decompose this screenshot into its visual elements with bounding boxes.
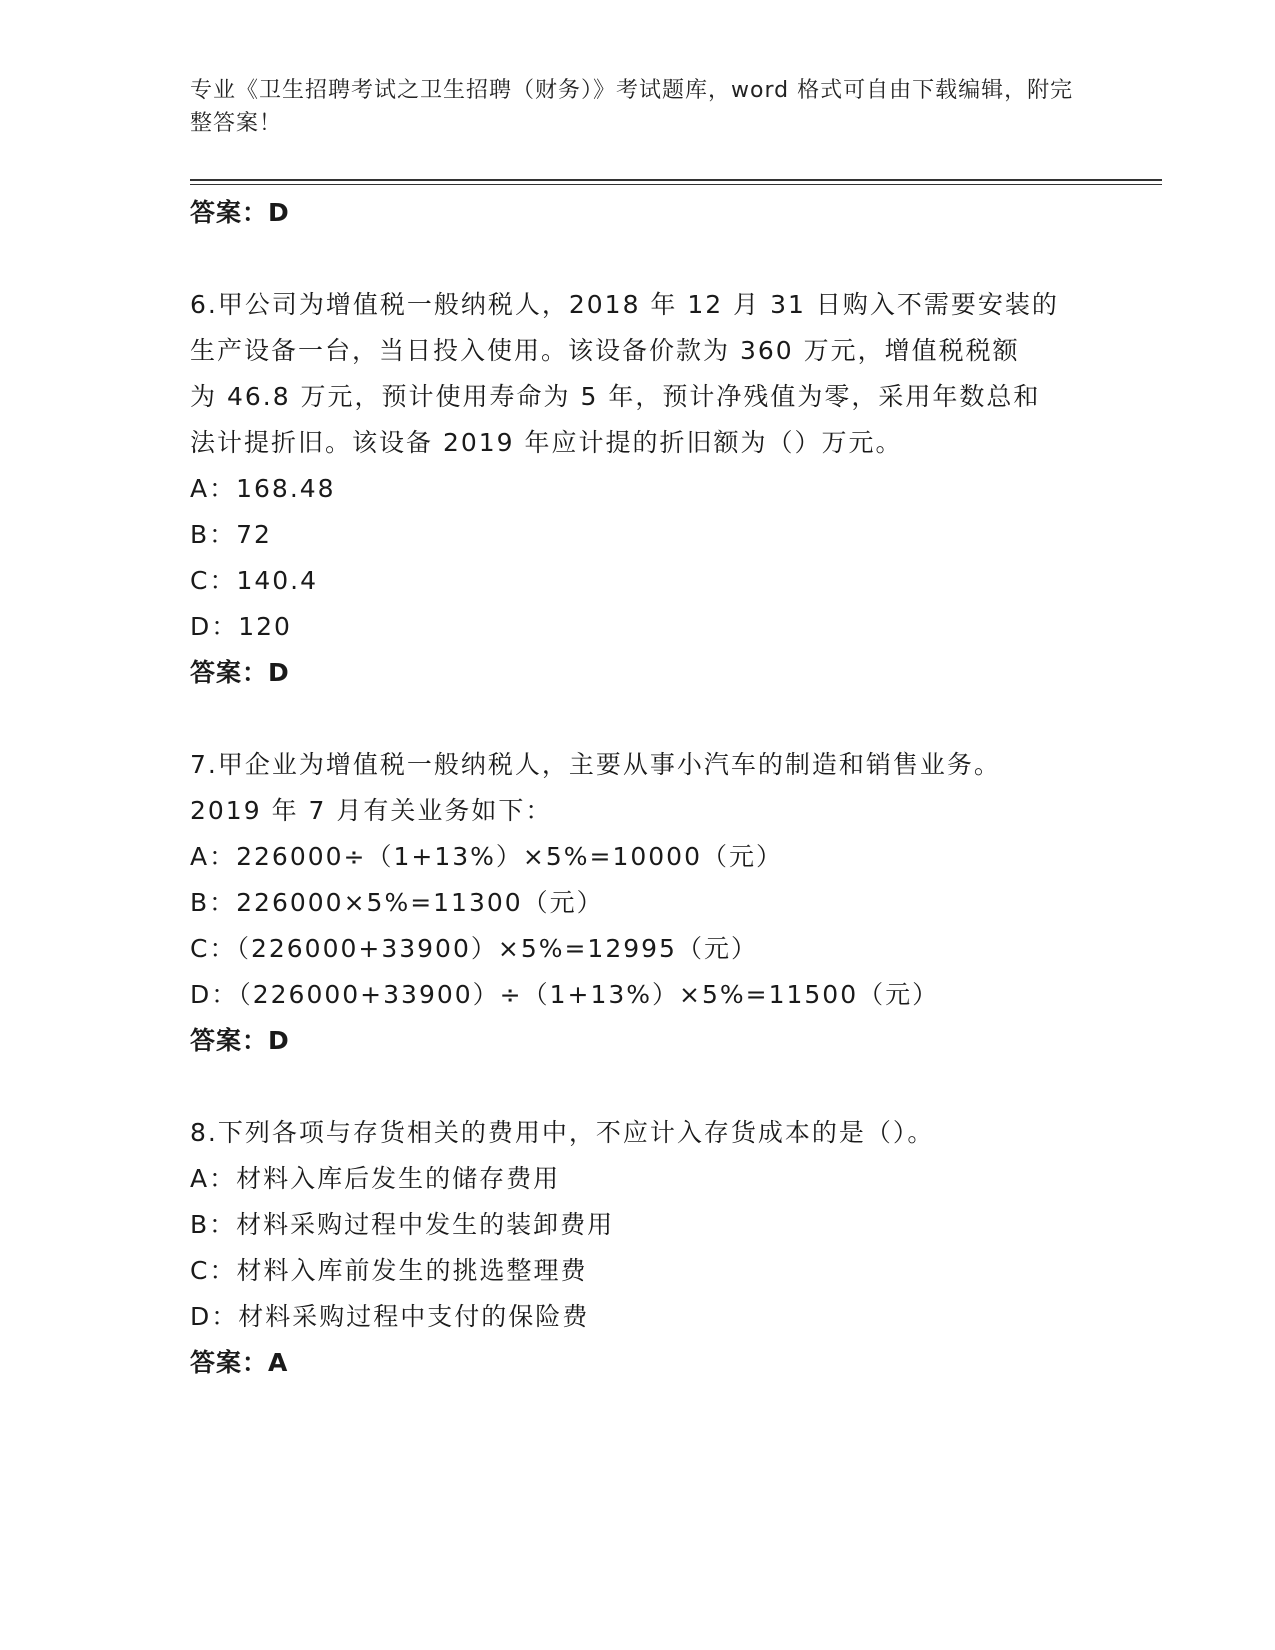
spacer xyxy=(190,1064,1090,1110)
option-a: A：材料入库后发生的储存费用 xyxy=(190,1164,561,1193)
option-c: C：140.4 xyxy=(190,566,319,595)
answer-line: 答案：D xyxy=(190,198,290,227)
option-d: D：（226000+33900）÷（1+13%）×5%=11500（元） xyxy=(190,980,940,1009)
header-divider-thin xyxy=(190,184,1162,185)
page-header: 专业《卫生招聘考试之卫生招聘（财务）》考试题库，word 格式可自由下载编辑，附完整答案！ xyxy=(190,78,1074,136)
option-b: B：材料采购过程中发生的装卸费用 xyxy=(190,1210,615,1239)
question-content xyxy=(190,190,1090,1386)
question-block xyxy=(190,282,1090,696)
question-stem-line: 生产设备一台，当日投入使用。该设备价款为 360 万元，增值税税额 xyxy=(190,336,1020,365)
header-divider-thick xyxy=(190,179,1162,181)
option-a: A：168.48 xyxy=(190,474,336,503)
option-d: D：120 xyxy=(190,612,292,641)
question-stem-line: 7.甲企业为增值税一般纳税人，主要从事小汽车的制造和销售业务。 xyxy=(190,750,1001,779)
answer-line: 答案：A xyxy=(190,1348,289,1377)
option-b: B：226000×5%=11300（元） xyxy=(190,888,604,917)
option-c: C：（226000+33900）×5%=12995（元） xyxy=(190,934,758,963)
answer-line: 答案：D xyxy=(190,658,290,687)
question-block xyxy=(190,1110,1090,1386)
option-c: C：材料入库前发生的挑选整理费 xyxy=(190,1256,588,1285)
question-stem-line: 6.甲公司为增值税一般纳税人，2018 年 12 月 31 日购入不需要安装的 xyxy=(190,290,1059,319)
question-stem-line: 法计提折旧。该设备 2019 年应计提的折旧额为（）万元。 xyxy=(190,428,903,457)
question-stem-line: 为 46.8 万元，预计使用寿命为 5 年，预计净残值为零，采用年数总和 xyxy=(190,382,1041,411)
spacer xyxy=(190,236,1090,282)
question-block xyxy=(190,742,1090,1064)
option-a: A：226000÷（1+13%）×5%=10000（元） xyxy=(190,842,783,871)
spacer xyxy=(190,696,1090,742)
question-stem-line: 2019 年 7 月有关业务如下： xyxy=(190,796,553,825)
question-stem-line: 8.下列各项与存货相关的费用中，不应计入存货成本的是（）。 xyxy=(190,1118,935,1147)
answer-line: 答案：D xyxy=(190,1026,290,1055)
option-d: D：材料采购过程中支付的保险费 xyxy=(190,1302,590,1331)
option-b: B：72 xyxy=(190,520,272,549)
